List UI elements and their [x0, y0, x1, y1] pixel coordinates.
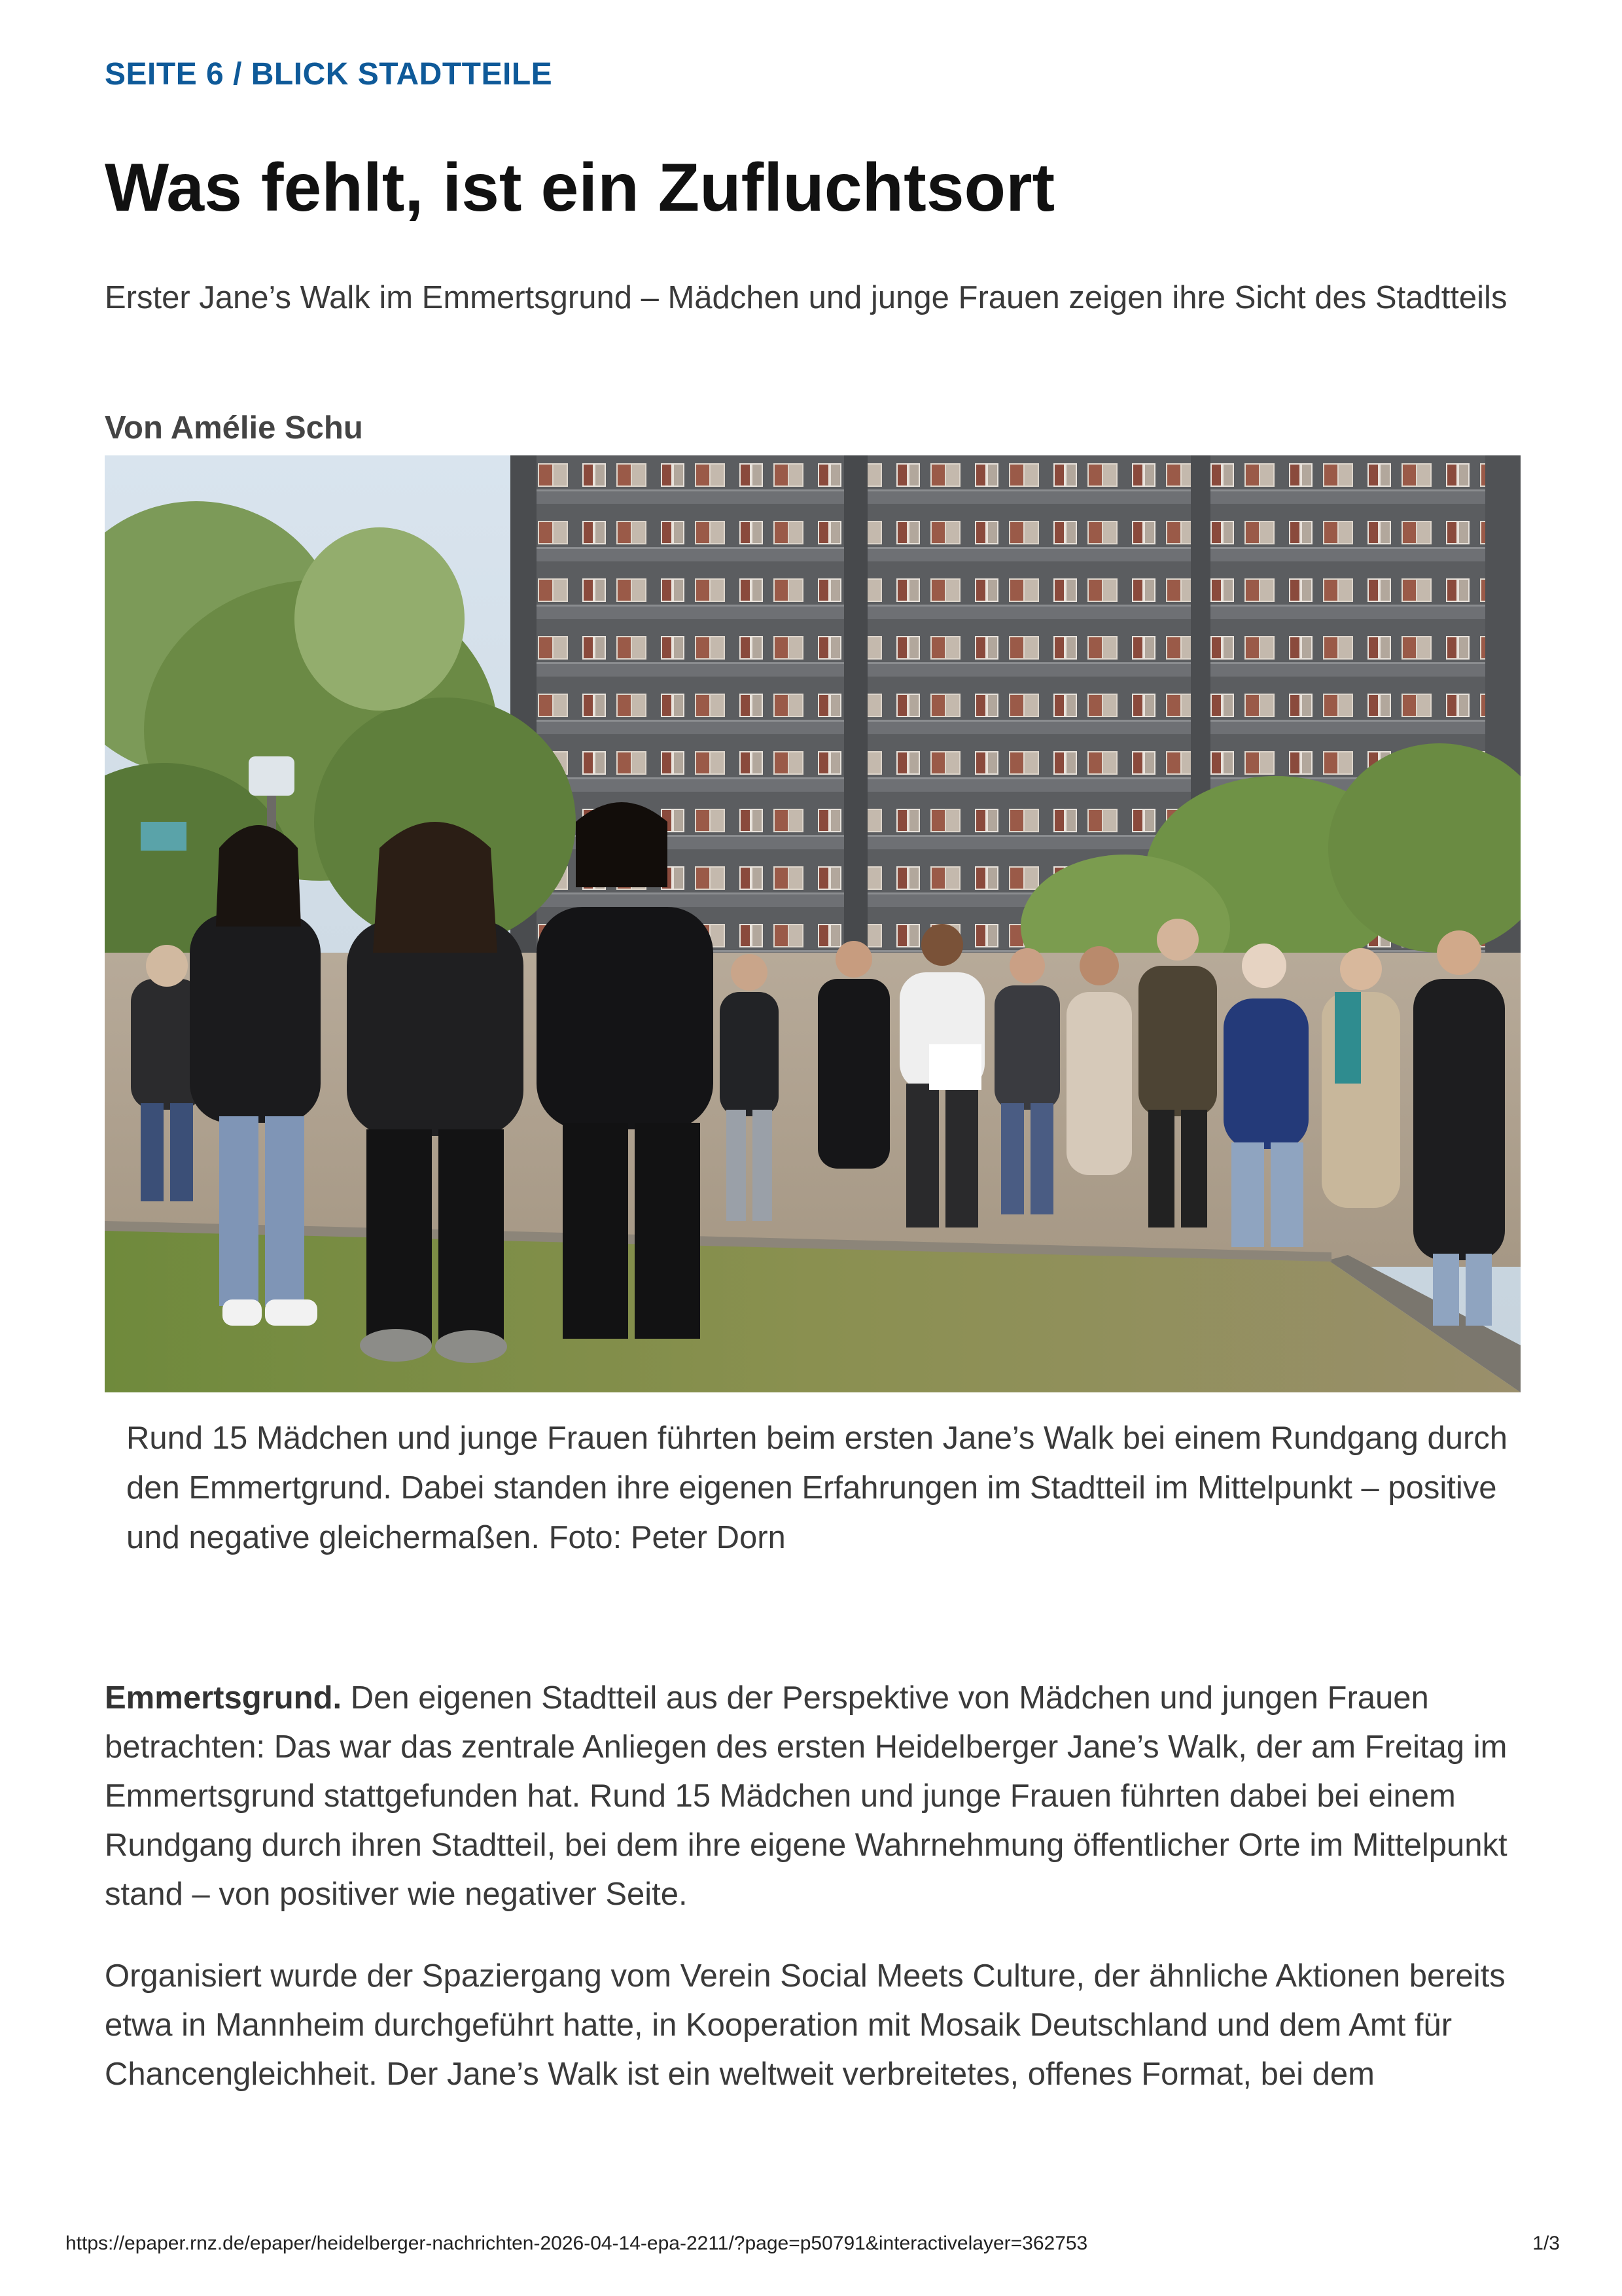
photo-caption: Rund 15 Mädchen und junge Frauen führten beim ersten Jane’s Walk bei einem Rundgang durch den Emmertgrund. Dabei standen ihre eigenen Erfahrungen im Stadtteil im Mittelpunkt – positive und negative gleichermaßen. Foto: Peter Dorn	[126, 1421, 1508, 1555]
section-label-link[interactable]: SEITE 6 / BLICK STADTTEILE	[105, 57, 553, 92]
article-photo	[105, 455, 1521, 1392]
footer-url-link[interactable]: https://epaper.rnz.de/epaper/heidelberger-nachrichten-2026-04-14-epa-2211/?page=p50791&interactivelayer=362753	[65, 2233, 1088, 2254]
page-indicator: 1/3	[1532, 2233, 1560, 2254]
article-subline: Erster Jane’s Walk im Emmertsgrund – Mädchen und junge Frauen zeigen ihre Sicht des Stadtteils	[105, 280, 1507, 315]
article-headline: Was fehlt, ist ein Zufluchtsort	[105, 150, 1055, 226]
article-paragraph: Organisiert wurde der Spaziergang vom Verein Social Meets Culture, der ähnliche Aktionen bereits etwa in Mannheim durchgeführt hatte, in Kooperation mit Mosaik Deutschland und dem Amt für Chancengleichheit. Der Jane’s Walk ist ein weltweit verbreitetes, offenes Format, bei dem	[105, 1958, 1506, 2092]
dateline: Emmertsgrund.	[105, 1680, 342, 1716]
paragraph-text: Den eigenen Stadtteil aus der Perspektive von Mädchen und jungen Frauen betrachten: Das war das zentrale Anliegen des ersten Heidelberger Jane’s Walk, der am Freitag im Emmertsgrund stattgefunden hat. Rund 15 Mädchen und junge Frauen führten dabei bei einem Rundgang durch ihren Stadtteil, bei dem ihre eigene Wahrnehmung öffentlicher Orte im Mittelpunkt stand – von positiver wie negativer Seite.	[105, 1680, 1507, 1912]
article-paragraph	[105, 1674, 1525, 1919]
article-byline: Von Amélie Schu	[105, 410, 363, 446]
